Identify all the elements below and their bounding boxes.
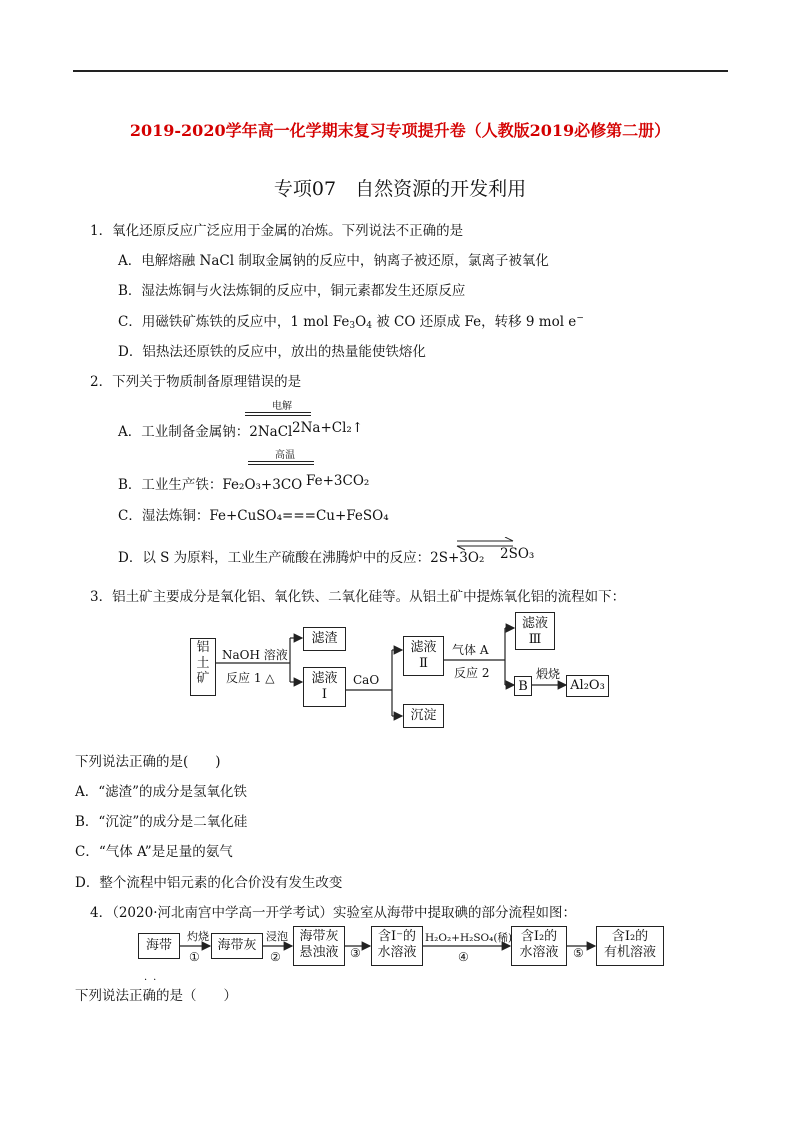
- flow4-iodide-line: 水溶液: [377, 944, 417, 960]
- flow4-op5-number: ⑤: [573, 946, 584, 960]
- flow-filtrate3-numeral: Ⅲ: [528, 631, 542, 647]
- q3-option-d: D．整个流程中铝元素的化合价没有发生改变: [75, 875, 343, 891]
- flow4-iodide-line: 含I⁻的: [378, 929, 416, 944]
- flow4-iodine-organic-box: [596, 926, 664, 966]
- q1-option-a: A．电解熔融 NaCl 制取金属钠的反应中，钠离子被还原，氯离子被氧化: [118, 253, 549, 269]
- q2-option-d-right: 2SO₃: [500, 546, 535, 562]
- flow4-op2-label: 浸泡: [266, 930, 288, 943]
- flow4-iodine-aqueous-line: 含I₂的: [520, 929, 558, 944]
- flow-precipitate-box: 沉淀: [403, 704, 444, 728]
- flow4-op3-number: ③: [350, 946, 361, 960]
- question-1-stem: 1．氧化还原反应广泛应用于金属的冶炼。下列说法不正确的是: [90, 223, 464, 239]
- flow-step1-label: 反应 1 △: [226, 671, 275, 685]
- question-4-stem: 4．（2020·河北南宫中学高一开学考试）实验室从海带中提取碘的部分流程如图：: [90, 905, 576, 921]
- q2-option-d-left: D．以 S 为原料，工业生产硫酸在沸腾炉中的反应：2S+3O₂: [118, 550, 485, 566]
- q2-option-b-right: Fe+3CO₂: [306, 473, 370, 489]
- series-title: 2019-2020学年高一化学期末复习专项提升卷（人教版2019必修第二册）: [129, 121, 671, 140]
- flow4-iodine-organic-line: 有机溶液: [603, 944, 656, 960]
- flow-gas-a-label: 气体 A: [452, 643, 489, 657]
- q1-option-c: C．用磁铁矿炼铁的反应中，1 mol $Fe_3O_4$ 被 CO 还原成 Fe，转移 9 mol e−: [118, 313, 584, 331]
- flow4-kelp-box: 海带: [138, 933, 180, 959]
- flow4-op2-number: ②: [270, 950, 281, 964]
- flow4-iodide-box: [371, 926, 423, 966]
- flow4-iodine-organic-line: 含I₂的: [611, 929, 649, 944]
- question-2-stem: 2．下列关于物质制备原理错误的是: [90, 374, 302, 390]
- q2-a-condition: 电解: [272, 401, 292, 412]
- flow-filtrate2-label: 滤液: [410, 640, 437, 655]
- q2-option-b-left: B．工业生产铁：Fe₂O₃+3CO: [118, 477, 303, 493]
- q3-option-a: A．“滤渣”的成分是氢氧化铁: [75, 784, 248, 800]
- q2-option-a-left: A．工业制备金属钠：2NaCl: [118, 424, 293, 440]
- emphasis-dots: ··: [144, 975, 163, 986]
- q1-option-b: B．湿法炼铜与火法炼铜的反应中，铜元素都发生还原反应: [118, 283, 466, 299]
- flow-ore-char: 矿: [196, 671, 210, 687]
- flow-step1-reagent: NaOH 溶液: [222, 648, 288, 662]
- q2-option-c: C．湿法炼铜：Fe+CuSO₄===Cu+FeSO₄: [118, 508, 389, 524]
- flow4-suspension-box: [293, 926, 345, 966]
- flow-filtrate1-label: 滤液: [311, 671, 338, 686]
- flow4-ash-box: 海带灰: [211, 933, 263, 959]
- flow4-suspension-line: 海带灰: [299, 929, 339, 944]
- flow-step2-label: 反应 2: [454, 666, 490, 680]
- flow-residue-box: 滤渣: [303, 627, 346, 651]
- flow4-op4-number: ④: [458, 950, 469, 964]
- flow-product-box: Al₂O₃: [566, 675, 609, 697]
- q3-prompt: 下列说法正确的是( ): [75, 754, 221, 770]
- flow4-op4-reagent: H₂O₂+H₂SO₄(稀): [425, 932, 513, 944]
- page-title: 专项07 自然资源的开发利用: [273, 178, 527, 200]
- flow-filtrate3-label: 滤液: [521, 616, 548, 631]
- flow-filtrate1-numeral: Ⅰ: [321, 686, 328, 702]
- flow-cao-reagent: CaO: [353, 673, 380, 687]
- flow4-op1-number: ①: [189, 950, 200, 964]
- flow-calcine-label: 煅烧: [536, 667, 561, 681]
- flow4-iodine-aqueous-line: 水溶液: [519, 944, 559, 960]
- flow-ore-char: 土: [196, 655, 210, 671]
- flow4-suspension-line: 悬浊液: [299, 944, 339, 960]
- flow-b-box: B: [514, 676, 532, 696]
- q4-prompt: 下列说法正确的是（ ）: [75, 988, 237, 1004]
- flow4-iodine-aqueous-box: [511, 926, 567, 966]
- q2-b-condition: 高温: [275, 450, 295, 461]
- q3-option-b: B．“沉淀”的成分是二氧化硅: [75, 814, 248, 830]
- flow-filtrate2-numeral: Ⅱ: [419, 655, 428, 671]
- q1-option-d: D．铝热法还原铁的反应中，放出的热量能使铁熔化: [118, 344, 426, 360]
- q2-option-a-right: 2Na+Cl₂↑: [292, 420, 364, 436]
- flow4-op1-label: 灼烧: [187, 930, 209, 943]
- question-3-stem: 3．铝土矿主要成分是氧化铝、氧化铁、二氧化硅等。从铝土矿中提炼氧化铝的流程如下：: [90, 589, 626, 605]
- q3-option-c: C．“气体 A”是足量的氨气: [75, 844, 233, 860]
- flow-ore-char: 铝: [196, 640, 210, 655]
